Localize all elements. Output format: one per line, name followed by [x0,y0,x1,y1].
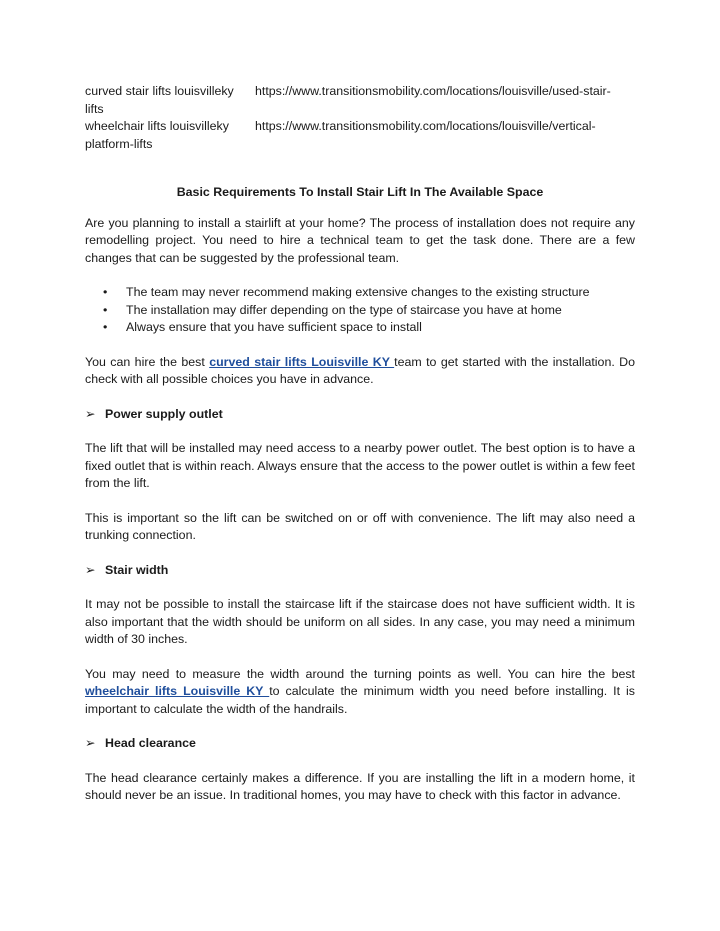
arrow-bullet-icon: ➢ [85,562,96,577]
keyword-row [85,118,635,136]
bullet-icon: • [103,285,108,299]
list-item-text: The installation may differ depending on the type of staircase you have at home [126,302,562,317]
keyword-url[interactable]: https://www.transitionsmobility.com/locations/louisville/used-stair- [255,84,611,98]
keyword-url-continuation[interactable]: lifts [85,101,104,116]
power-paragraph-2: This is important so the lift can be switched on or off with convenience. The lift may also need a trunking connection. [85,510,635,542]
arrow-bullet-icon: ➢ [85,736,96,750]
section-heading-power [85,406,635,424]
stair-paragraph-2 [85,666,635,719]
document-page [85,83,635,822]
keyword-row [85,83,635,101]
list-item [85,284,635,302]
keyword-term: curved stair lifts louisvilleky [85,84,234,98]
hire-text-before: You can hire the best [85,354,210,369]
arrow-bullet-icon: ➢ [85,406,96,421]
requirements-list [85,284,635,337]
intro-paragraph: Are you planning to install a stairlift at your home? The process of installation does not require any remodelling project. You need to hire a technical team to get the task done. There are a few changes that can be suggested by the professional team. [85,215,635,265]
section-heading-text: Stair width [105,562,169,577]
bullet-icon: • [103,302,108,317]
keyword-url-continuation[interactable]: platform-lifts [85,136,153,151]
curved-stair-lifts-link[interactable]: curved stair lifts Louisville KY [209,354,395,369]
hire-text-after: team to get started with the installation. Do check with all possible choices you have in advance. [85,354,636,386]
power-paragraph-1: The lift that will be installed may need access to a nearby power outlet. The best option is to have a fixed outlet that is within reach. Always ensure that the access to the power outlet is within a few feet from the lift. [85,441,635,490]
stair-text-after: to calculate the minimum width you need before installing. It is important to calculate the width of the handrails. [85,684,636,716]
keyword-list [85,83,635,153]
hire-paragraph [85,354,635,389]
section-heading-stair-width [85,562,635,580]
keyword-url[interactable]: https://www.transitionsmobility.com/locations/louisville/vertical- [255,119,596,133]
stair-text-before: You may need to measure the width around the turning points as well. You can hire the best [85,666,635,681]
section-heading-text: Power supply outlet [105,406,223,421]
document-title: Basic Requirements To Install Stair Lift In The Available Space [176,185,544,199]
section-heading-text: Head clearance [105,736,196,750]
head-paragraph-1: The head clearance certainly makes a difference. If you are installing the lift in a modern home, it should never be an issue. In traditional homes, you may have to check with this factor in advance. [85,770,635,802]
list-item-text: The team may never recommend making extensive changes to the existing structure [126,285,590,299]
list-item [85,302,635,320]
bullet-icon: • [103,320,108,334]
list-item-text: Always ensure that you have sufficient space to install [126,320,422,334]
stair-paragraph-1: It may not be possible to install the staircase lift if the staircase does not have sufficient width. It is also important that the width should be uniform on all sides. In any case, you may need a minimum width of 30 inches. [85,597,635,646]
section-heading-head-clearance [85,735,635,753]
keyword-term: wheelchair lifts louisvilleky [85,119,229,133]
list-item [85,319,635,337]
wheelchair-lifts-link[interactable]: wheelchair lifts Louisville KY [85,684,270,698]
